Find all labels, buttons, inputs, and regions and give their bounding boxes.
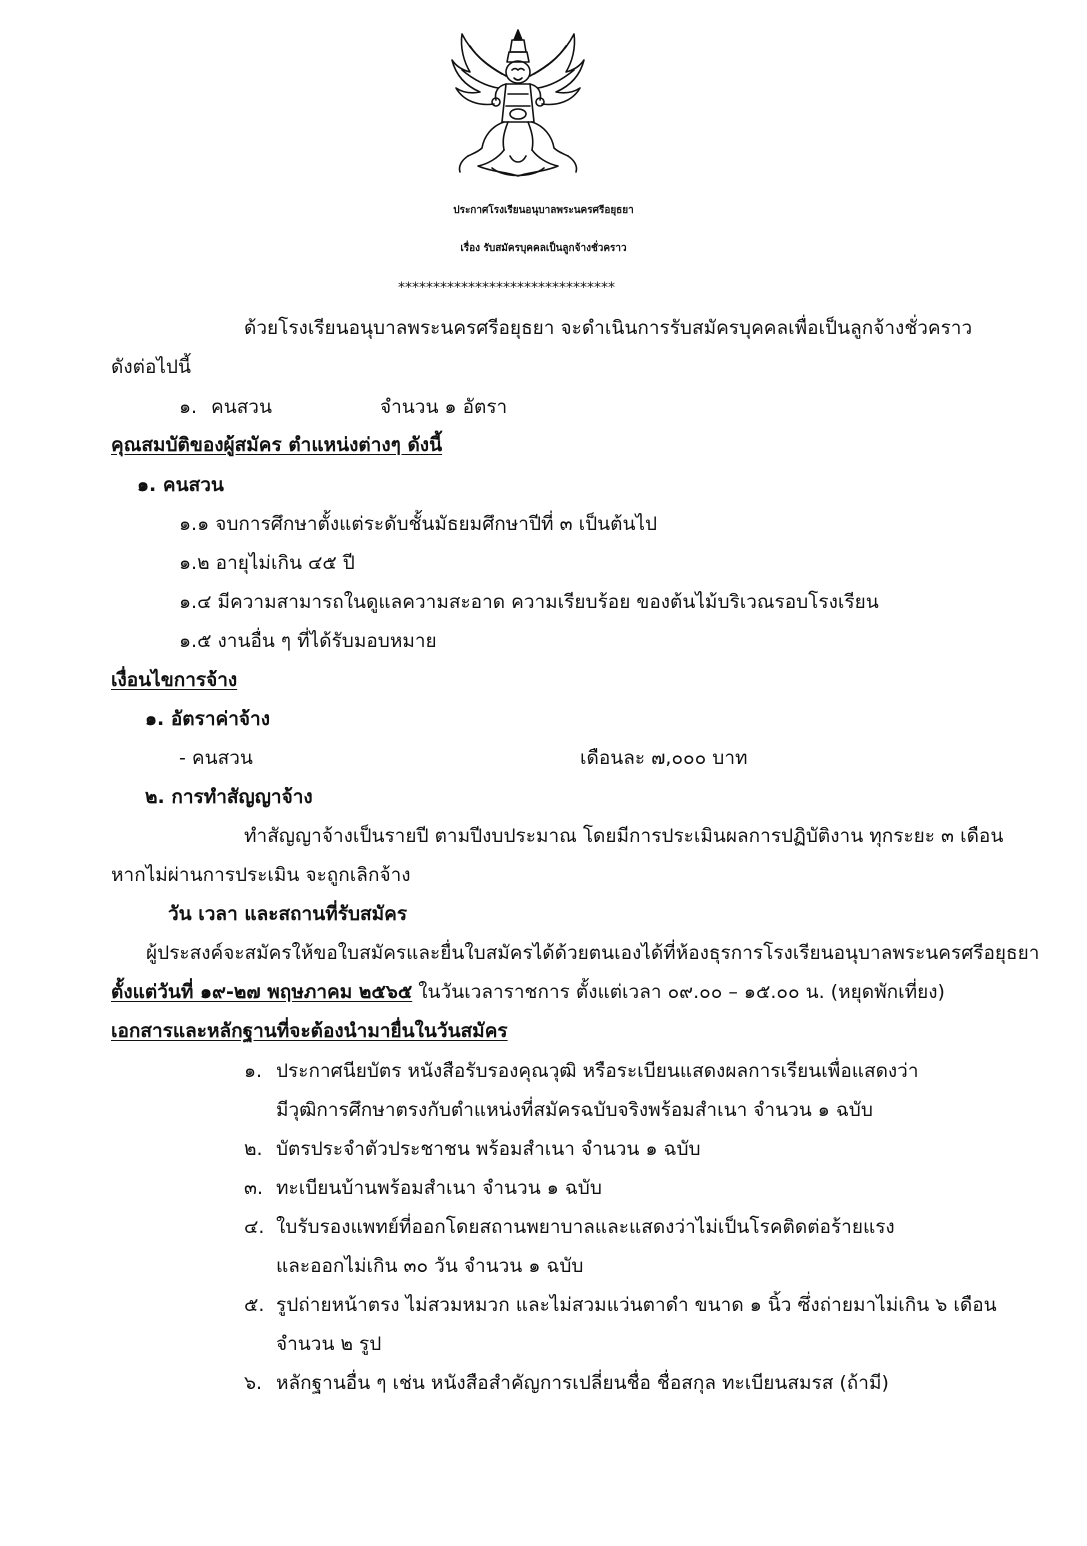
document-line: ทะเบียนบ้านพร้อมสำเนา จำนวน ๑ ฉบับ	[276, 1177, 602, 1199]
intro-line-1: ด้วยโรงเรียนอนุบาลพระนครศรีอยุธยา จะดำเนินการรับสมัครบุคคลเพื่อเป็นลูกจ้างชั่วคราว	[244, 317, 973, 339]
document-line: หลักฐานอื่น ๆ เช่น หนังสือสำคัญการเปลี่ยนชื่อ ชื่อสกุล ทะเบียนสมรส (ถ้ามี)	[276, 1372, 889, 1394]
position-name: คนสวน	[211, 396, 272, 418]
conditions-heading: เงื่อนไขการจ้าง	[111, 669, 238, 691]
wage-position: - คนสวน	[179, 747, 253, 769]
contract-line-1: ทำสัญญาจ้างเป็นรายปี ตามปีงบประมาณ โดยมีการประเมินผลการปฏิบัติงาน ทุกระยะ ๓ เดือน	[244, 825, 1004, 847]
application-heading: วัน เวลา และสถานที่รับสมัคร	[168, 903, 408, 925]
document-number: ๒.	[244, 1138, 263, 1160]
document-line: ใบรับรองแพทย์ที่ออกโดยสถานพยาบาลและแสดงว่าไม่เป็นโรคติดต่อร้ายแรง	[276, 1216, 895, 1238]
document-line: จำนวน ๒ รูป	[276, 1333, 382, 1355]
document-number: ๖.	[244, 1372, 263, 1394]
position-number: ๑.	[179, 396, 198, 418]
document-number: ๓.	[244, 1177, 264, 1199]
qualifications-heading: คุณสมบัติของผู้สมัคร ตำแหน่งต่างๆ ดังนี้	[111, 434, 443, 456]
qualification-item: ๑.๕ งานอื่น ๆ ที่ได้รับมอบหมาย	[179, 630, 437, 652]
wage-title: ๑. อัตราค่าจ้าง	[145, 708, 270, 730]
qualification-item: ๑.๔ มีความสามารถในดูแลความสะอาด ความเรียบร้อย ของต้นไม้บริเวณรอบโรงเรียน	[179, 591, 879, 613]
intro-line-2: ดังต่อไปนี้	[111, 356, 191, 378]
contract-title: ๒. การทำสัญญาจ้าง	[145, 786, 313, 808]
document-number: ๔.	[244, 1216, 265, 1238]
qualification-item: ๑.๑ จบการศึกษาตั้งแต่ระดับชั้นมัธยมศึกษาปีที่ ๓ เป็นต้นไป	[179, 513, 658, 535]
document-line: ประกาศนียบัตร หนังสือรับรองคุณวุฒิ หรือระเบียนแสดงผลการเรียนเพื่อแสดงว่า	[276, 1060, 919, 1082]
document-number: ๕.	[244, 1294, 265, 1316]
documents-heading: เอกสารและหลักฐานที่จะต้องนำมายื่นในวันสมัคร	[111, 1020, 508, 1042]
qualification-item: ๑.๒ อายุไม่เกิน ๔๕ ปี	[179, 552, 355, 574]
wage-amount: เดือนละ ๗,๐๐๐ บาท	[580, 747, 748, 769]
page-title: ประกาศโรงเรียนอนุบาลพระนครศรีอยุธยา	[453, 205, 634, 216]
page-subject: เรื่อง รับสมัครบุคคลเป็นลูกจ้างชั่วคราว	[460, 243, 627, 254]
application-date-hours: ในวันเวลาราชการ ตั้งแต่เวลา ๐๙.๐๐ – ๑๕.๐๐ น. (หยุดพักเที่ยง)	[412, 981, 945, 1003]
garuda-emblem	[448, 26, 588, 182]
contract-line-2: หากไม่ผ่านการประเมิน จะถูกเลิกจ้าง	[111, 864, 411, 886]
application-date-line	[111, 980, 945, 1004]
document-line: มีวุฒิการศึกษาตรงกับตำแหน่งที่สมัครฉบับจริงพร้อมสำเนา จำนวน ๑ ฉบับ	[276, 1099, 873, 1121]
document-line: บัตรประจำตัวประชาชน พร้อมสำเนา จำนวน ๑ ฉบับ	[276, 1138, 701, 1160]
document-number: ๑.	[244, 1060, 263, 1082]
document-line: รูปถ่ายหน้าตรง ไม่สวมหมวก และไม่สวมแว่นตาดำ ขนาด ๑ นิ้ว ซึ่งถ่ายมาไม่เกิน ๖ เดือน	[276, 1294, 997, 1316]
position-count: จำนวน ๑ อัตรา	[380, 396, 508, 418]
application-date-range: ตั้งแต่วันที่ ๑๙-๒๗ พฤษภาคม ๒๕๖๕	[111, 981, 413, 1003]
separator-stars: *******************************	[398, 280, 615, 296]
application-line-1: ผู้ประสงค์จะสมัครให้ขอใบสมัครและยื่นใบสมัครได้ด้วยตนเองได้ที่ห้องธุรการโรงเรียนอนุบาลพระนครศรีอยุธยา	[146, 942, 1040, 964]
qualifications-position-title: ๑. คนสวน	[137, 474, 224, 496]
document-line: และออกไม่เกิน ๓๐ วัน จำนวน ๑ ฉบับ	[276, 1255, 584, 1277]
